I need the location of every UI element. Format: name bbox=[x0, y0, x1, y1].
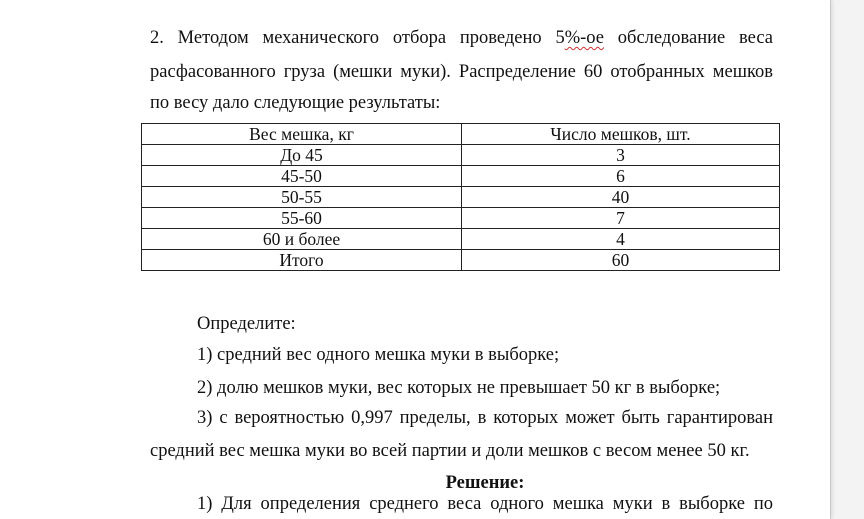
table-cell-count: 7 bbox=[462, 208, 780, 229]
table-row bbox=[142, 208, 780, 229]
table-cell-count: 40 bbox=[462, 187, 780, 208]
solution-line-1: 1) Для определения среднего веса одного мешка муки в выборке по bbox=[197, 494, 773, 514]
intro-line-2: расфасованного груза (мешки муки). Распределение 60 отобранных мешков bbox=[150, 62, 773, 82]
question-1: 1) средний вес одного мешка муки в выборке; bbox=[197, 345, 560, 365]
table-total-row bbox=[142, 250, 780, 271]
table-row bbox=[142, 145, 780, 166]
table-cell-weight: Итого bbox=[142, 250, 462, 271]
table-header-row bbox=[142, 124, 780, 145]
table-cell-weight: До 45 bbox=[142, 145, 462, 166]
question-3-line-1: 3) с вероятностью 0,997 пределы, в которых может быть гарантирован bbox=[197, 408, 773, 428]
solution-heading: Решение: bbox=[445, 473, 525, 493]
table-cell-count: 4 bbox=[462, 229, 780, 250]
table-cell-count: 60 bbox=[462, 250, 780, 271]
table-row bbox=[142, 229, 780, 250]
table-cell-count: 6 bbox=[462, 166, 780, 187]
question-3-line-2: средний вес мешка муки во всей партии и доли мешков с весом менее 50 кг. bbox=[150, 441, 750, 461]
table-cell-weight: 50-55 bbox=[142, 187, 462, 208]
question-2: 2) долю мешков муки, вес которых не превышает 50 кг в выборке; bbox=[197, 378, 721, 398]
table-header-weight: Вес мешка, кг bbox=[142, 124, 462, 145]
table-row bbox=[142, 187, 780, 208]
weight-distribution-table bbox=[141, 123, 780, 271]
table-cell-weight: 60 и более bbox=[142, 229, 462, 250]
intro-line-1: 2. Методом механического отбора проведено 5%-ое обследование веса bbox=[150, 28, 774, 48]
table-row bbox=[142, 166, 780, 187]
table-header-count: Число мешков, шт. bbox=[462, 124, 780, 145]
table-cell-weight: 55-60 bbox=[142, 208, 462, 229]
table-cell-count: 3 bbox=[462, 145, 780, 166]
intro-line-3: по весу дало следующие результаты: bbox=[150, 93, 441, 113]
table-cell-weight: 45-50 bbox=[142, 166, 462, 187]
spellcheck-flag: %-ое bbox=[564, 28, 604, 48]
questions-heading: Определите: bbox=[197, 314, 296, 334]
